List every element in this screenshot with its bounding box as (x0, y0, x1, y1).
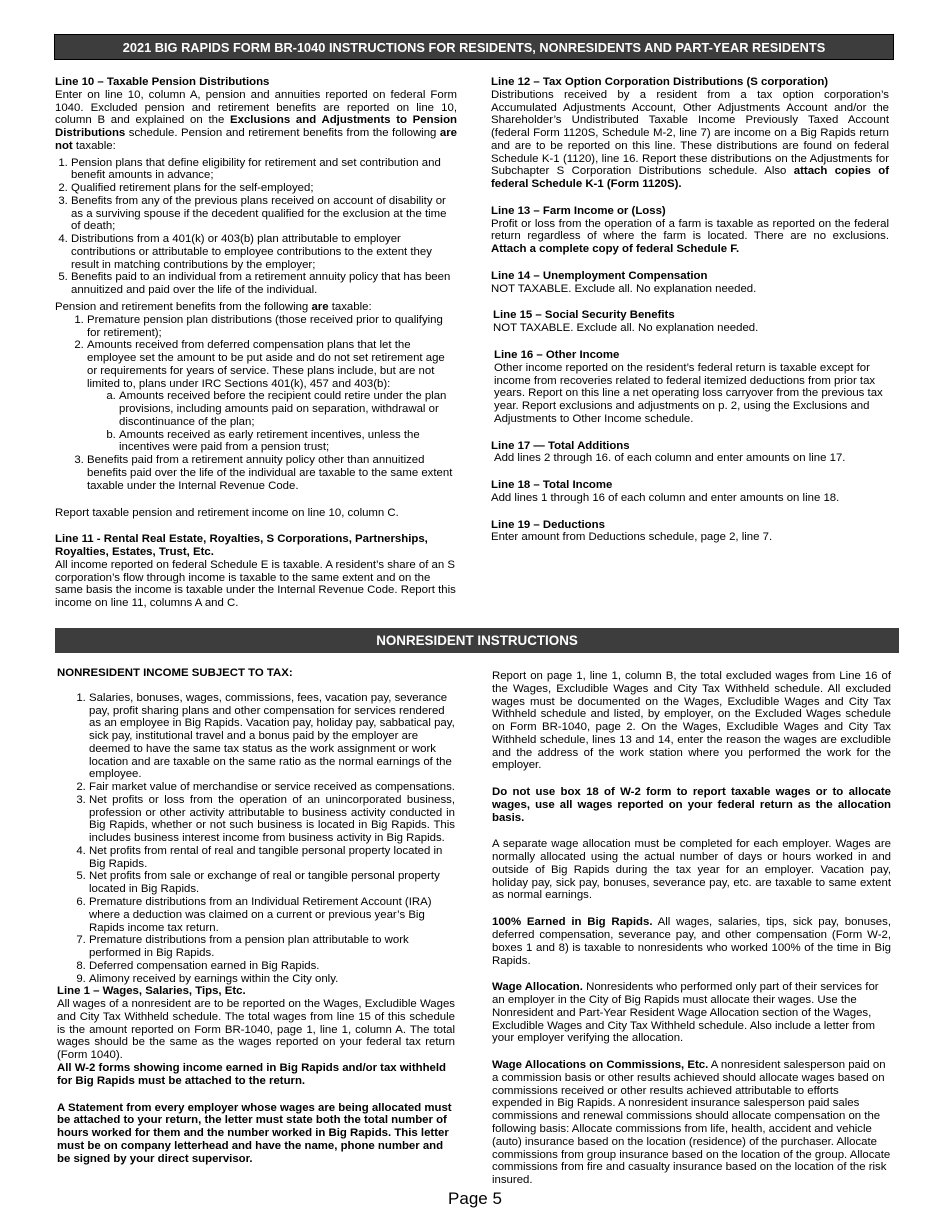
nonresident-line1-heading: Line 1 – Wages, Salaries, Tips, Etc. (57, 985, 246, 998)
page-title-banner: 2021 BIG RAPIDS FORM BR-1040 INSTRUCTIONS FOR RESIDENTS, NONRESIDENTS AND PART-YEAR RESIDENTS (54, 34, 894, 60)
taxable-intro-text-2: taxable: (328, 301, 372, 314)
list-item: 2. Fair market value of merchandise or service received as compensations. (89, 781, 455, 794)
line10-intro-text: Enter on line 10, column A, pension and annuities reported on federal Form 1040. Excluded pension and retirement benefits are reported on line 10, column B and explained on the (55, 88, 457, 127)
nonresident-commissions (492, 1059, 891, 1187)
nonresident-separate-allocation: A separate wage allocation must be completed for each employer. Wages are normally allocated using the actual number of days or hours worked in and outside of Big Rapids during the tax year for an employer. Vacation pay, holiday pay, sick pay, bonuses, severance pay, etc. are taxable to same extent as normal earnings. (492, 838, 891, 902)
line12-attach-note: attach copies of federal Schedule K-1 (Form 1120S). (491, 165, 889, 191)
earned100-heading: 100% Earned in Big Rapids. (492, 916, 653, 929)
right-column-resident (491, 76, 889, 544)
list-item: 2. Qualified retirement plans for the self-employed; (71, 182, 457, 195)
line14-body: NOT TAXABLE. Exclude all. No explanation needed. (491, 282, 757, 295)
line11-heading: Line 11 - Rental Real Estate, Royalties, S Corporations, Partnerships, Royalties, Estates, Trust, Etc. (55, 533, 428, 559)
list-item (87, 314, 457, 340)
list-item: 1. Salaries, bonuses, wages, commissions, fees, vacation pay, severance pay, profit sharing plans and other compensation for services rendered as an employee in Big Rapids. Vacation pay, holiday pay, sabbatical pay, sick pay, institutional travel and a bonus paid by the employer are deemed to have the same tax status as the work assignment or work location and are taxable on the same ratio as the normal earnings of the employee. (89, 692, 455, 781)
earned100-body: All wages, salaries, tips, sick pay, bonuses, deferred compensation, severance pay, and other compensation (Form W-2, boxes 1 and 8) is taxable to nonresidents who worked 100% of the time in Big Rapids. (492, 916, 891, 967)
nonresident-instructions-banner: NONRESIDENT INSTRUCTIONS (55, 628, 899, 653)
list-item (87, 339, 457, 454)
nonresident-wage-allocation (492, 981, 891, 1045)
line11-body: All income reported on federal Schedule E is taxable. A resident’s share of an S corporation’s flow through income is taxable to the same extent and on the same basis the income is taxable under the Internal Revenue Code. Report this income on line 11, columns A and C. (55, 558, 456, 610)
line10-report: Report taxable pension and retirement income on line 10, column C. (55, 506, 399, 519)
list-item: 1. Pension plans that define eligibility for retirement and set contribution and benefit amounts in advance; (71, 157, 457, 183)
not-taxable-list (55, 157, 457, 297)
list-item: 4. Net profits from rental of real and tangible personal property located in Big Rapids. (89, 845, 455, 871)
nonresident-subject-heading: NONRESIDENT INCOME SUBJECT TO TAX: (57, 667, 293, 679)
line16-body: Other income reported on the resident’s federal return is taxable except for income from recoveries related to federal itemized deductions from prior tax years. Report on this line a net operating loss carryover from the previous tax year. Report exclusions and adjustments on p. 2, using the Exclusions and Adjustments to Other Income schedule. (494, 361, 883, 425)
commissions-heading: Wage Allocations on Commissions, Etc. (492, 1059, 709, 1072)
taxable-intro-text: Pension and retirement benefits from the following (55, 301, 312, 314)
commissions-body: A nonresident salesperson paid on a commission basis or other results achieved should allocate wages based on commissions received or other results achieved attributable to efforts expended in Big Rapids. A nonresident insurance salesperson paid sales commissions and renewal commissions should allocate compensation on the following basis: Allocate commissions from life, health, accident and vehicle (auto) insurance based on the location (residence) of the purchaser. Allocate commissions from group insurance based on the location of the group. Allocate commissions from fire and casualty insurance based on the location of the risk insured. (492, 1059, 891, 1187)
nonresident-report-page1: Report on page 1, line 1, column B, the total excluded wages from Line 16 of the Wages, Excludible Wages and City Tax Withheld schedule. All excluded wages must be documented on the Wages, Excludible Wages and City Tax Withheld schedule and listed, by employer, on the Excluded Wages schedule on Form BR-1040, page 2. On the Wages, Excludible Wages and City Tax Withheld schedule, lines 13 and 14, enter the reason the wages are excludible and the address of the work station where you performed the work for the employer. (492, 670, 891, 772)
line13-body (491, 218, 889, 256)
right-column-nonresident (492, 670, 891, 1187)
nonresident-w2-note: All W-2 forms showing income earned in Big Rapids and/or tax withheld for Big Rapids must be attached to the return. (57, 1061, 446, 1087)
line18-body: Add lines 1 through 16 of each column and enter amounts on line 18. (491, 491, 840, 504)
taxable-intro (55, 301, 457, 314)
wage-allocation-heading: Wage Allocation. (492, 981, 583, 994)
line16-heading: Line 16 – Other Income (494, 349, 620, 362)
line17-body: Add lines 2 through 16. of each column and enter amounts on line 17. (494, 452, 846, 465)
line15-body: NOT TAXABLE. Exclude all. No explanation needed. (493, 322, 759, 335)
line10-are-not: are not (55, 127, 457, 152)
list-item: 6. Premature distributions from an Individual Retirement Account (IRA) where a deduction was claimed on a current or previous year’s Big Rapids income tax return. (89, 896, 455, 934)
list-item: 7. Premature distributions from a pension plan attributable to work performed in Big Rapids. (89, 934, 455, 960)
list-item-text: Benefits paid from a retirement annuity policy other than annuitized benefits paid over the life of the individual are taxable to the same extent taxable under the Internal Revenue Code. (87, 454, 453, 492)
line12-heading: Line 12 – Tax Option Corporation Distributions (S corporation) (491, 76, 829, 88)
nonresident-line1-body: All wages of a nonresident are to be reported on the Wages, Excludible Wages and City Tax Withheld schedule. The total wages from line 15 of this schedule is the amount reported on Form BR-1040, page 1, line 1, column A. The total wages should be the same as the wages reported on your federal tax return (Form 1040). (57, 998, 455, 1062)
line19-heading: Line 19 – Deductions (491, 518, 605, 531)
list-item: 8. Deferred compensation earned in Big Rapids. (89, 960, 455, 973)
nonresident-box18-note: Do not use box 18 of W-2 form to report taxable wages or to allocate wages, use all wages reported on your federal return as the allocation basis. (492, 786, 891, 824)
left-column-resident (55, 76, 457, 610)
taxable-are: are (311, 301, 329, 314)
line12-body-text: Distributions received by a resident from a tax option corporation’s Accumulated Adjustments Account, Other Adjustments Account and/or the Shareholder’s Undistributed Taxable Income Previously Taxed Account (federal Form 1120S, Schedule M-2, line 7) are income on a Big Rapids return and are to be reported on this line. These distributions are found on federal Schedule K-1 (1120), line 16. Report these distributions on the Adjustments for Subchapter S Corporation Distributions schedule. Also (491, 88, 889, 178)
line12-body (491, 89, 889, 191)
nonresident-income-list (57, 692, 455, 986)
line15-heading: Line 15 – Social Security Benefits (493, 309, 675, 322)
page-number: Page 5 (448, 1189, 502, 1208)
list-item: 3. Net profits or loss from the operation of an unincorporated business, profession or other activity attributable to business activity conducted in Big Rapids, whether or not such business is located in Big Rapids. This includes business interest income from business activity in Big Rapids. (89, 794, 455, 845)
list-item: 5. Net profits from sale or exchange of real or tangible personal property located in Big Rapids. (89, 870, 455, 896)
list-item: a. Amounts received before the recipient could retire under the plan provisions, including amounts paid on separation, withdrawal or discontinuance of the plan; (119, 390, 457, 428)
line10-intro-text-2: schedule. Pension and retirement benefits from the following (125, 127, 440, 140)
left-column-nonresident (57, 667, 455, 1165)
list-item: 4. Distributions from a 401(k) or 403(b) plan attributable to employer contributions or attributable to employee contributions to the extent they result in matching contributions by the employer; (71, 233, 457, 271)
list-item: 9. Alimony received by earnings within the City only. (89, 973, 455, 986)
line13-attach-note: Attach a complete copy of federal Schedule F. (491, 243, 740, 256)
line10-heading: Line 10 – Taxable Pension Distributions (55, 76, 270, 88)
list-item (87, 454, 457, 492)
line13-heading: Line 13 – Farm Income or (Loss) (491, 204, 666, 217)
line17-heading: Line 17 — Total Additions (491, 439, 630, 452)
list-item: b. Amounts received as early retirement incentives, unless the incentives were paid from a pension trust; (119, 429, 457, 455)
taxable-list (55, 314, 457, 493)
line13-body-text: Profit or loss from the operation of a farm is taxable as reported on the federal return regardless of where the farm is located. There are no exclusions. (491, 217, 889, 243)
list-item: 5. Benefits paid to an individual from a retirement annuity policy that has been annuitized and paid over the life of the individual. (71, 271, 457, 297)
line14-heading: Line 14 – Unemployment Compensation (491, 269, 708, 282)
line19-body: Enter amount from Deductions schedule, page 2, line 7. (491, 531, 773, 544)
list-item-text: Amounts received from deferred compensation plans that let the employee set the amount to be put aside and do not set retirement age or requirements for years of service. These plans include, but are not limited to, plans under IRC Sections 401(k), 457 and 403(b): (87, 339, 445, 390)
line18-heading: Line 18 – Total Income (491, 479, 613, 492)
taxable-sublist (87, 390, 457, 454)
list-item: 3. Benefits from any of the previous plans received on account of disability or as a surviving spouse if the decedent qualified for the exclusion at the time of death; (71, 195, 457, 233)
line10-intro (55, 89, 457, 153)
line10-intro-text-3: taxable: (72, 139, 116, 152)
nonresident-100-percent (492, 916, 891, 967)
wage-allocation-body: Nonresidents who performed only part of their services for an employer in the City of Big Rapids must allocate their wages. Use the Nonresident and Part-Year Resident Wage Allocation section of the Wages, Excludible Wages and City Tax Withheld schedule. Also include a letter from your employer verifying the allocation. (492, 981, 879, 1045)
list-item-text: Premature pension plan distributions (those received prior to qualifying for retirement); (87, 313, 443, 339)
line10-schedule-name: Exclusions and Adjustments to Pension Distributions (55, 114, 457, 140)
nonresident-employer-statement: A Statement from every employer whose wages are being allocated must be attached to your return, the letter must state both the total number of hours worked for them and the number worked in Big Rapids. This letter must be on company letterhead and have the name, phone number and be signed by your direct supervisor. (57, 1101, 452, 1165)
